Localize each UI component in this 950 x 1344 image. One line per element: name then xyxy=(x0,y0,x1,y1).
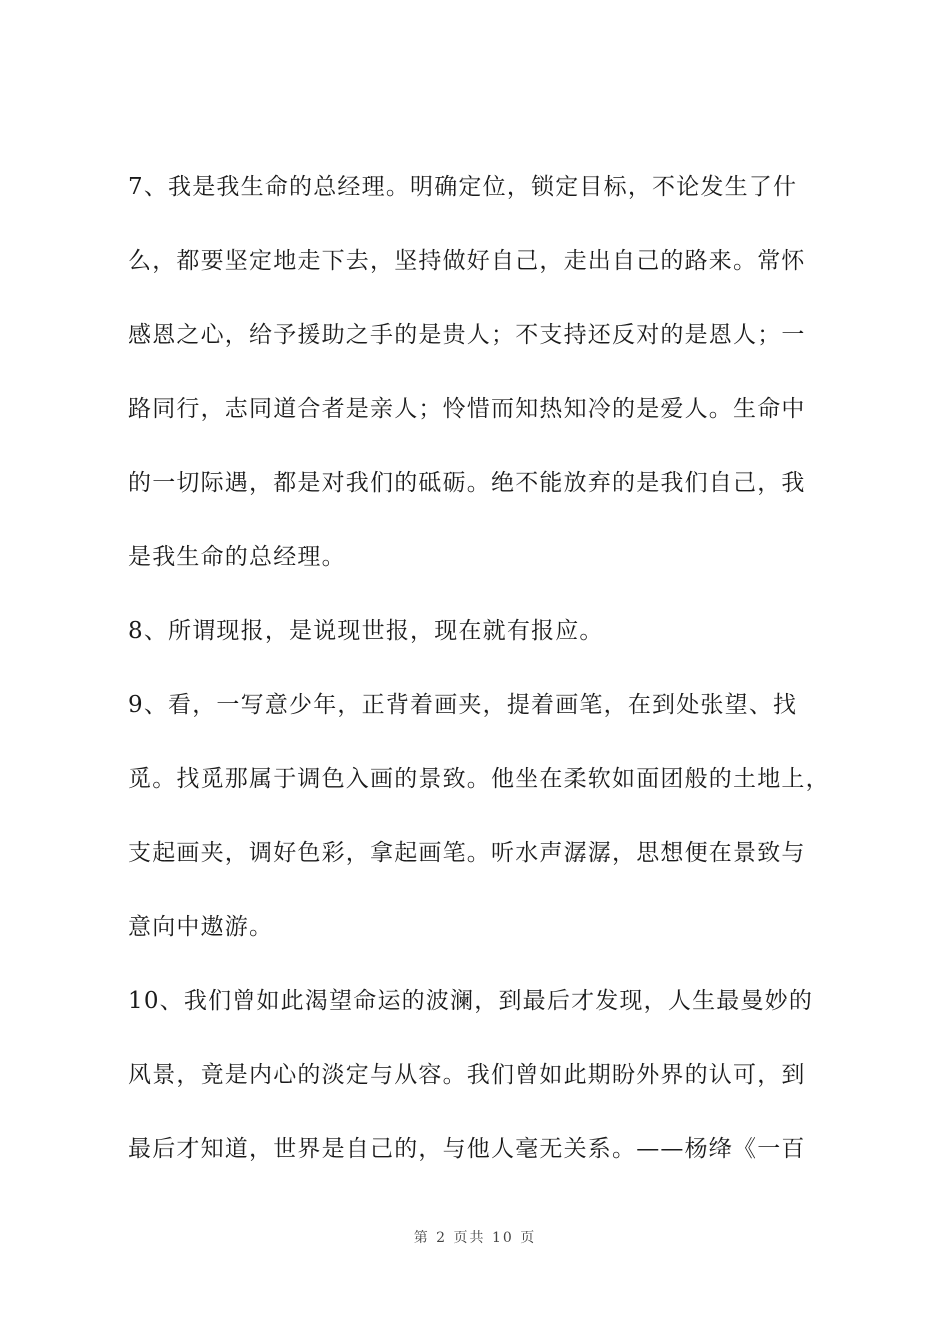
text-line: 7、我是我生命的总经理。明确定位，锁定目标，不论发生了什 xyxy=(128,174,798,200)
text-line: 觅。找觅那属于调色入画的景致。他坐在柔软如面团般的土地上， xyxy=(128,766,830,792)
page-number-footer: 第 2 页共 10 页 xyxy=(413,1230,537,1246)
text-line: 意向中遨游。 xyxy=(128,914,274,940)
text-line: 是我生命的总经理。 xyxy=(128,544,346,570)
text-line: 感恩之心，给予援助之手的是贵人；不支持还反对的是恩人；一 xyxy=(128,322,806,348)
text-line: 支起画夹，调好色彩，拿起画笔。听水声潺潺，思想便在景致与 xyxy=(128,840,806,866)
text-line: 么，都要坚定地走下去，坚持做好自己，走出自己的路来。常怀 xyxy=(128,248,806,274)
text-line: 9、看，一写意少年，正背着画夹，提着画笔，在到处张望、找 xyxy=(128,692,798,718)
text-line: 路同行，志同道合者是亲人；怜惜而知热知冷的是爱人。生命中 xyxy=(128,396,806,422)
text-line: 风景，竟是内心的淡定与从容。我们曾如此期盼外界的认可，到 xyxy=(128,1062,806,1088)
text-line: 最后才知道，世界是自己的，与他人毫无关系。——杨绛《一百 xyxy=(128,1136,806,1162)
text-line: 的一切际遇，都是对我们的砥砺。绝不能放弃的是我们自己，我 xyxy=(128,470,806,496)
text-line: 10、我们曾如此渴望命运的波澜，到最后才发现，人生最曼妙的 xyxy=(128,988,814,1014)
text-line: 8、所谓现报，是说现世报，现在就有报应。 xyxy=(128,618,604,644)
